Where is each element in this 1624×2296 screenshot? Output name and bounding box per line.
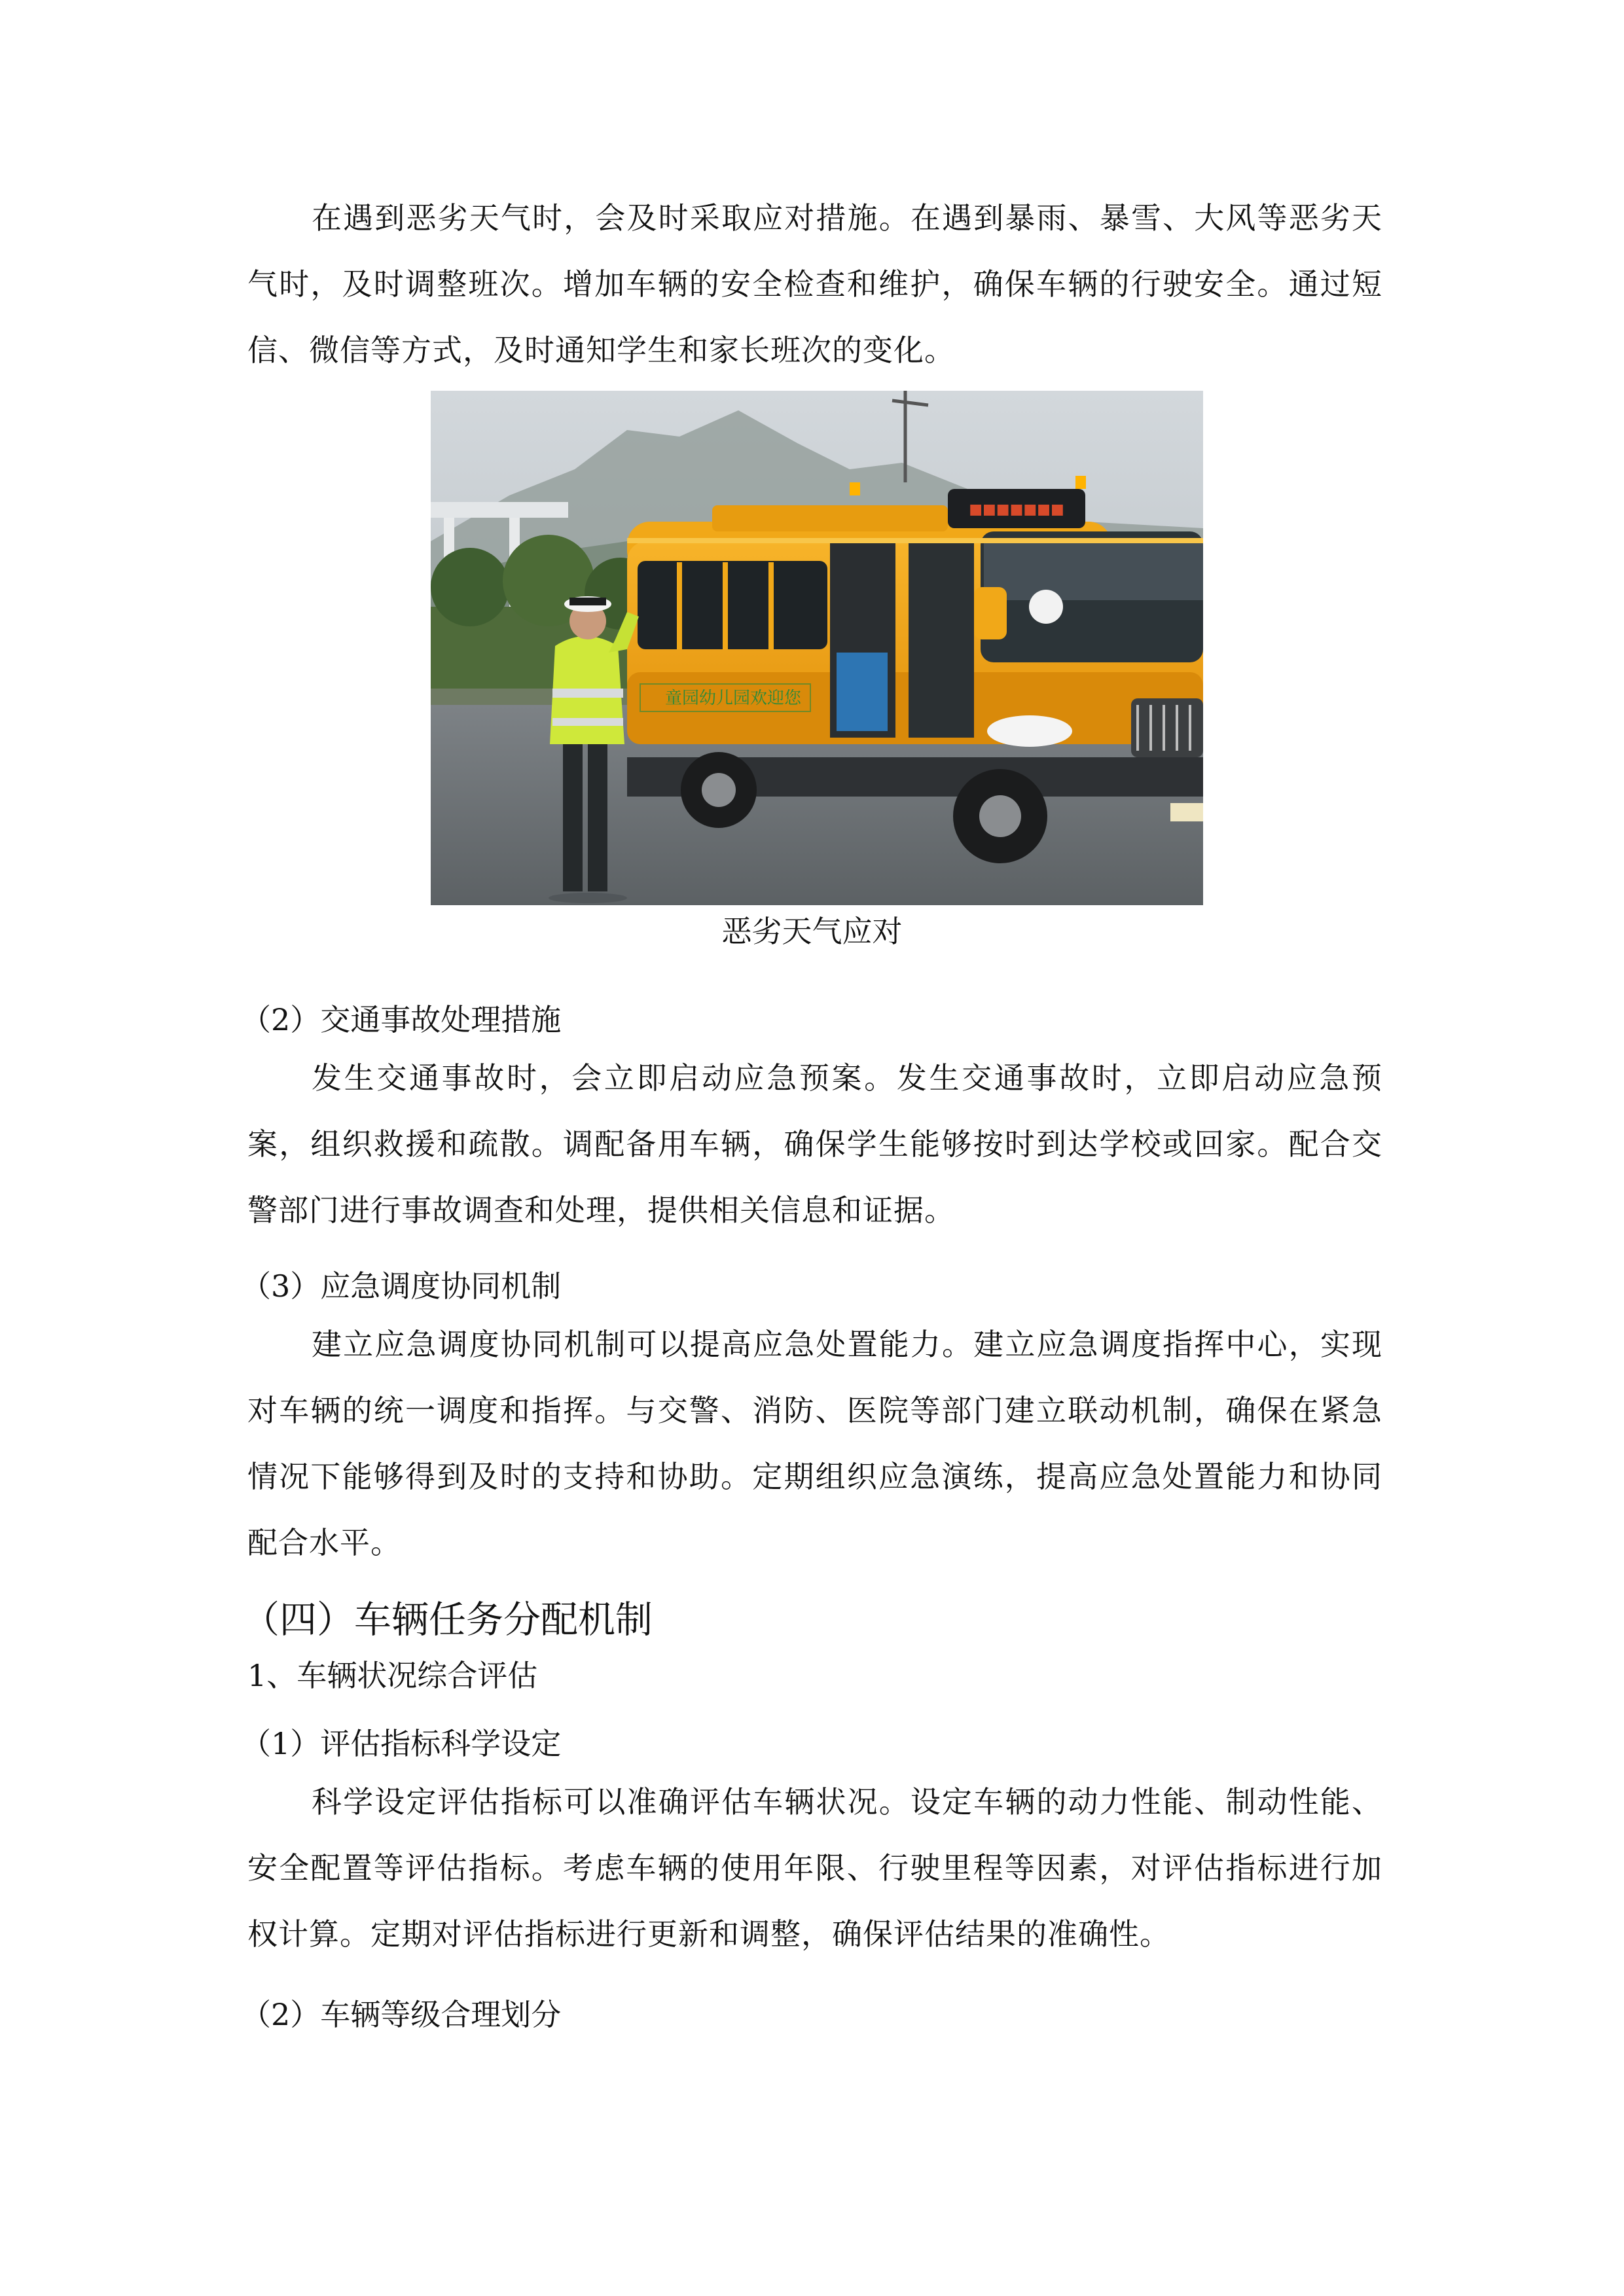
paragraph-dispatch: 建立应急调度协同机制可以提高应急处置能力。建立应急调度指挥中心，实现对车辆的统一调度和指挥。与交警、消防、医院等部门建立联动机制，确保在紧急情况下能够得到及时的支持和协助。定期组织应急演练，提高应急处置能力和协同配合水平。 [247,1327,1382,1560]
subheading-dispatch: （3）应急调度协同机制 [241,1268,562,1304]
svg-text:■■■■■■■: ■■■■■■■ [969,501,1064,518]
item-heading-one: 1、车辆状况综合评估 [247,1658,538,1693]
section-heading-four: （四）车辆任务分配机制 [242,1598,653,1641]
bus-sign-text: 童园幼儿园欢迎您 [665,689,802,708]
figure-caption: 恶劣天气应对 [721,914,903,949]
subheading-indicators: （1）评估指标科学设定 [241,1726,562,1761]
subheading-accident: （2）交通事故处理措施 [241,1002,562,1037]
subheading-grading: （2）车辆等级合理划分 [241,1997,562,2032]
paragraph-evaluation: 科学设定评估指标可以准确评估车辆状况。设定车辆的动力性能、制动性能、安全配置等评估指标。考虑车辆的使用年限、行驶里程等因素，对评估指标进行加权计算。定期对评估指标进行更新和调整，确保评估结果的准确性。 [247,1784,1382,1952]
paragraph-weather: 在遇到恶劣天气时，会及时采取应对措施。在遇到暴雨、暴雪、大风等恶劣天气时，及时调整班次。增加车辆的安全检查和维护，确保车辆的行驶安全。通过短信、微信等方式，及时通知学生和家长班次的变化。 [247,200,1382,368]
figure-bad-weather [431,391,1203,905]
paragraph-accident: 发生交通事故时，会立即启动应急预案。发生交通事故时，立即启动应急预案，组织救援和疏散。调配备用车辆，确保学生能够按时到达学校或回家。配合交警部门进行事故调查和处理，提供相关信息和证据。 [247,1060,1382,1228]
school-bus-photo [431,391,1203,905]
